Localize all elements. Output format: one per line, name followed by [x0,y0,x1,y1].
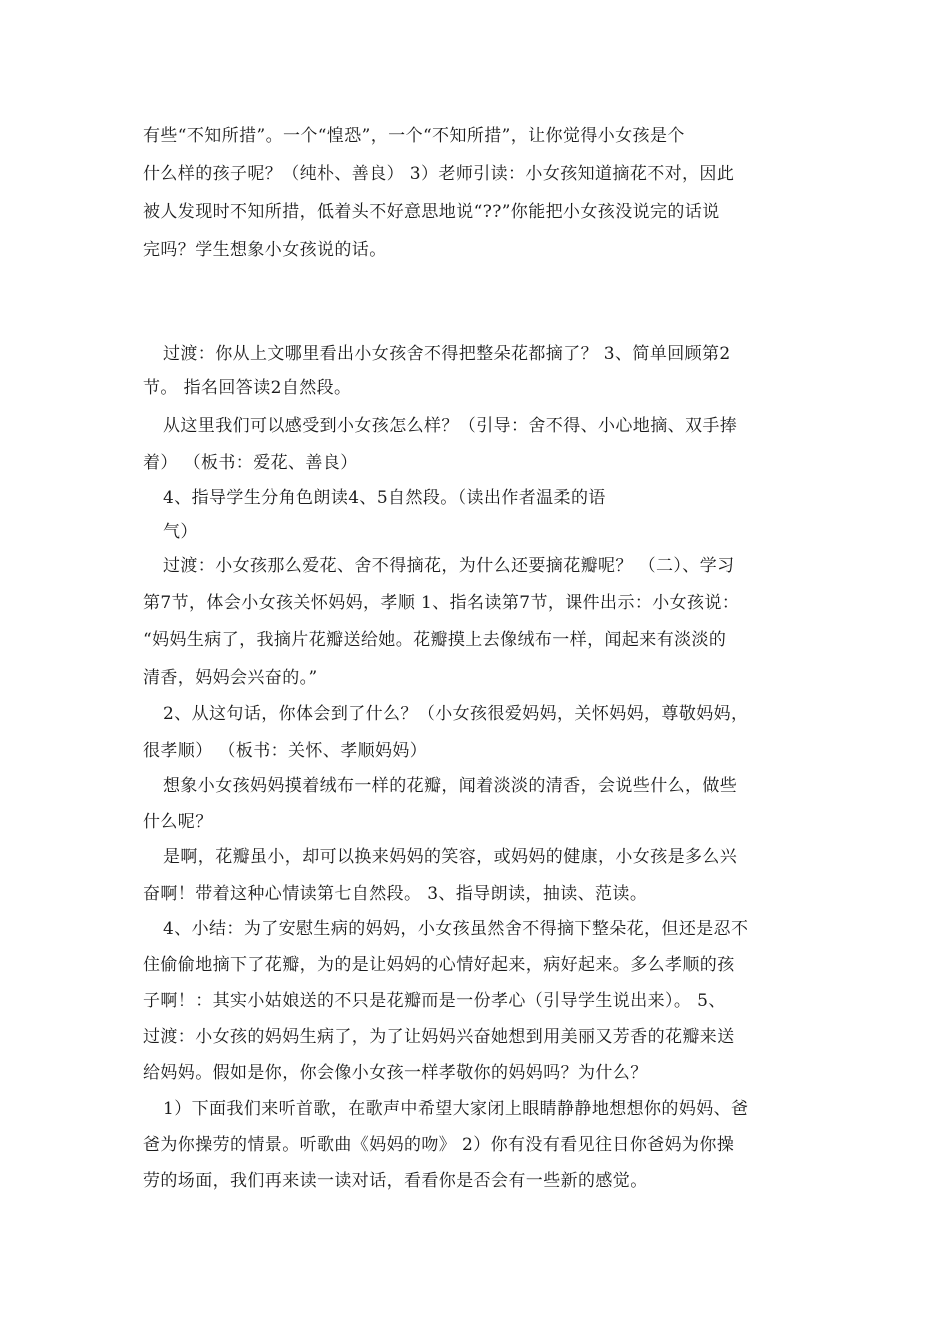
text-line: 给妈妈。假如是你，你会像小女孩一样孝敬你的妈妈吗？为什么？ [143,1063,648,1083]
text-line: 住偷偷地摘下了花瓣，为的是让妈妈的心情好起来，病好起来。多么孝顺的孩 [143,955,735,975]
text-line: 从这里我们可以感受到小女孩怎么样？（引导：舍不得、小心地摘、双手捧 [163,416,738,436]
text-line: 是啊，花瓣虽小，却可以换来妈妈的笑容，或妈妈的健康，小女孩是多么兴 [163,847,738,867]
text-line: 爸为你操劳的情景。听歌曲《妈妈的吻》 2）你有没有看见往日你爸妈为你操 [143,1135,735,1155]
text-line: 奋啊！带着这种心情读第七自然段。 3、指导朗读，抽读、范读。 [143,884,648,904]
text-line: 清香，妈妈会兴奋的。” [143,668,318,688]
text-line: 2、从这句话，你体会到了什么？（小女孩很爱妈妈，关怀妈妈，尊敬妈妈， [163,704,749,724]
text-line: 着） （板书：爱花、善良） [143,453,358,473]
text-line: 有些“不知所措”。一个“惶恐”，一个“不知所措”，让你觉得小女孩是个 [143,126,685,146]
text-line: 完吗？学生想象小女孩说的话。 [143,240,387,260]
text-line: 很孝顺） （板书：关怀、孝顺妈妈） [143,741,428,761]
text-line: 什么样的孩子呢？（纯朴、善良） 3）老师引读：小女孩知道摘花不对，因此 [143,164,735,184]
text-line: 4、小结：为了安慰生病的妈妈，小女孩虽然舍不得摘下整朵花，但还是忍不 [163,919,749,939]
text-line: 节。 指名回答读2自然段。 [143,378,352,398]
text-line: 被人发现时不知所措，低着头不好意思地说“??”你能把小女孩没说完的话说 [143,202,720,222]
text-line: 过渡：小女孩的妈妈生病了，为了让妈妈兴奋她想到用美丽又芳香的花瓣来送 [143,1027,735,1047]
text-line: 第7节，体会小女孩关怀妈妈，孝顺 1、指名读第7节，课件出示：小女孩说： [143,593,740,613]
text-line: 什么呢？ [143,812,213,832]
text-line: 气） [163,522,198,542]
text-line: 1）下面我们来听首歌，在歌声中希望大家闭上眼睛静静地想想你的妈妈、爸 [163,1099,749,1119]
text-line: 想象小女孩妈妈摸着绒布一样的花瓣，闻着淡淡的清香，会说些什么，做些 [163,776,738,796]
text-line: 过渡：你从上文哪里看出小女孩舍不得把整朵花都摘了？ 3、简单回顾第2 [163,344,731,364]
text-line: “妈妈生病了，我摘片花瓣送给她。花瓣摸上去像绒布一样，闻起来有淡淡的 [143,630,727,650]
text-line: 过渡：小女孩那么爱花、舍不得摘花，为什么还要摘花瓣呢？ （二）、学习 [163,556,735,576]
text-line: 劳的场面，我们再来读一读对话，看看你是否会有一些新的感觉。 [143,1171,648,1191]
text-line: 子啊！：其实小姑娘送的不只是花瓣而是一份孝心（引导学生说出来）。 5、 [143,991,726,1011]
text-line: 4、指导学生分角色朗读4、5自然段。（读出作者温柔的语 [163,488,606,508]
